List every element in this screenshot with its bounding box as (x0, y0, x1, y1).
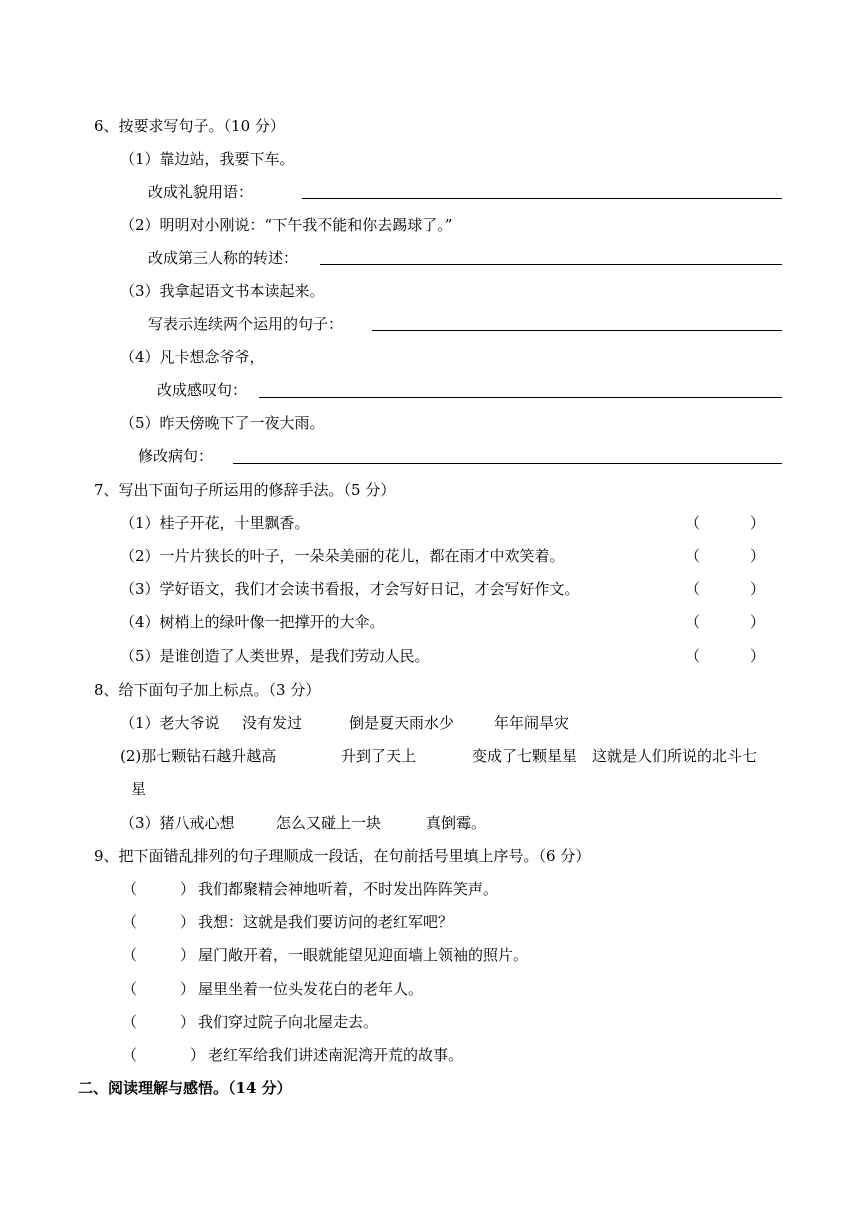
q9-paren-close-3[interactable]: ） (180, 946, 196, 964)
q7-answer-parens-2[interactable]: （ ） (685, 547, 765, 565)
q9-paren-close-1[interactable]: ） (180, 880, 196, 898)
q8-s1-seg-1: （1）老大爷说 (120, 714, 220, 732)
q6-prompt-3: 写表示连续两个运用的句子： (148, 315, 344, 333)
q6-answer-line-3[interactable] (372, 330, 782, 331)
q7-answer-parens-1[interactable]: （ ） (685, 514, 765, 532)
q9-title: 9、把下面错乱排列的句子理顺成一段话，在句前括号里填上序号。（6 分） (94, 847, 591, 865)
q8-s2-seg-1: (2)那七颗钻石越升越高 (120, 747, 277, 765)
q7-item-4: （4）树梢上的绿叶像一把撑开的大伞。 (120, 613, 385, 631)
q6-prompt-5: 修改病句： (138, 447, 214, 465)
q8-s2-seg-2: 升到了天上 (341, 747, 417, 765)
q9-paren-open-2[interactable]: （ (122, 913, 138, 931)
q9-paren-open-6[interactable]: （ (122, 1046, 138, 1064)
q6-prompt-1: 改成礼貌用语： (148, 183, 254, 201)
q8-sentence-2-wrap: 星 (131, 780, 147, 798)
q6-prompt-4: 改成感叹句： (157, 381, 248, 399)
q7-item-5: （5）是谁创造了人类世界，是我们劳动人民。 (120, 647, 430, 665)
q8-s2-seg-4: 这就是人们所说的北斗七 (592, 747, 758, 765)
q9-paren-open-1[interactable]: （ (122, 880, 138, 898)
q9-item-text-6: 老红军给我们讲述南泥湾开荒的故事。 (208, 1046, 464, 1064)
q6-title: 6、按要求写句子。（10 分） (94, 117, 285, 135)
q9-paren-open-3[interactable]: （ (122, 946, 138, 964)
q9-paren-open-4[interactable]: （ (122, 980, 138, 998)
q9-paren-close-5[interactable]: ） (180, 1013, 196, 1031)
q8-s1-seg-3: 倒是夏天雨水少 (349, 714, 455, 732)
q9-paren-close-6[interactable]: ） (190, 1046, 206, 1064)
q7-answer-parens-4[interactable]: （ ） (685, 613, 765, 631)
q6-sentence-4: （4）凡卡想念爷爷， (120, 348, 265, 366)
q8-s2-seg-3: 变成了七颗星星 (472, 747, 578, 765)
q9-item-text-4: 屋里坐着一位头发花白的老年人。 (198, 980, 424, 998)
q6-sentence-5: （5）昨天傍晚下了一夜大雨。 (120, 414, 325, 432)
q6-answer-line-1[interactable] (302, 198, 782, 199)
q7-item-3: （3）学好语文，我们才会读书看报，才会写好日记，才会写好作文。 (120, 580, 580, 598)
q9-item-text-1: 我们都聚精会神地听着，不时发出阵阵笑声。 (198, 880, 499, 898)
q8-s3-seg-1: （3）猪八戒心想 (120, 814, 235, 832)
q7-title: 7、写出下面句子所运用的修辞手法。（5 分） (94, 481, 396, 499)
q6-sentence-1: （1）靠边站，我要下车。 (120, 150, 295, 168)
q7-item-2: （2）一片片狭长的叶子，一朵朵美丽的花儿，都在雨才中欢笑着。 (120, 547, 565, 565)
q6-answer-line-5[interactable] (233, 463, 782, 464)
q9-item-text-3: 屋门敞开着，一眼就能望见迎面墙上领袖的照片。 (198, 946, 529, 964)
q8-title: 8、给下面句子加上标点。（3 分） (94, 681, 321, 699)
q6-sentence-2: （2）明明对小刚说：“下午我不能和你去踢球了。” (120, 216, 453, 234)
q7-answer-parens-3[interactable]: （ ） (685, 580, 765, 598)
q9-paren-close-4[interactable]: ） (180, 980, 196, 998)
q7-answer-parens-5[interactable]: （ ） (685, 647, 765, 665)
q8-s1-seg-4: 年年闹旱灾 (494, 714, 570, 732)
q6-sentence-3: （3）我拿起语文书本读起来。 (120, 282, 325, 300)
q6-prompt-2: 改成第三人称的转述： (148, 249, 299, 267)
q9-item-text-5: 我们穿过院子向北屋走去。 (198, 1013, 379, 1031)
q7-item-1: （1）桂子开花，十里飘香。 (120, 514, 310, 532)
q8-s3-seg-3: 真倒霉。 (426, 814, 487, 832)
q8-s1-seg-2: 没有发过 (242, 714, 303, 732)
q9-paren-close-2[interactable]: ） (180, 913, 196, 931)
section-2-title: 二、阅读理解与感悟。（14 分） (78, 1079, 292, 1097)
q6-answer-line-4[interactable] (259, 397, 782, 398)
q9-paren-open-5[interactable]: （ (122, 1013, 138, 1031)
q9-item-text-2: 我想：这就是我们要访问的老红军吧？ (198, 913, 454, 931)
q6-answer-line-2[interactable] (320, 264, 782, 265)
q8-s3-seg-2: 怎么又碰上一块 (276, 814, 382, 832)
